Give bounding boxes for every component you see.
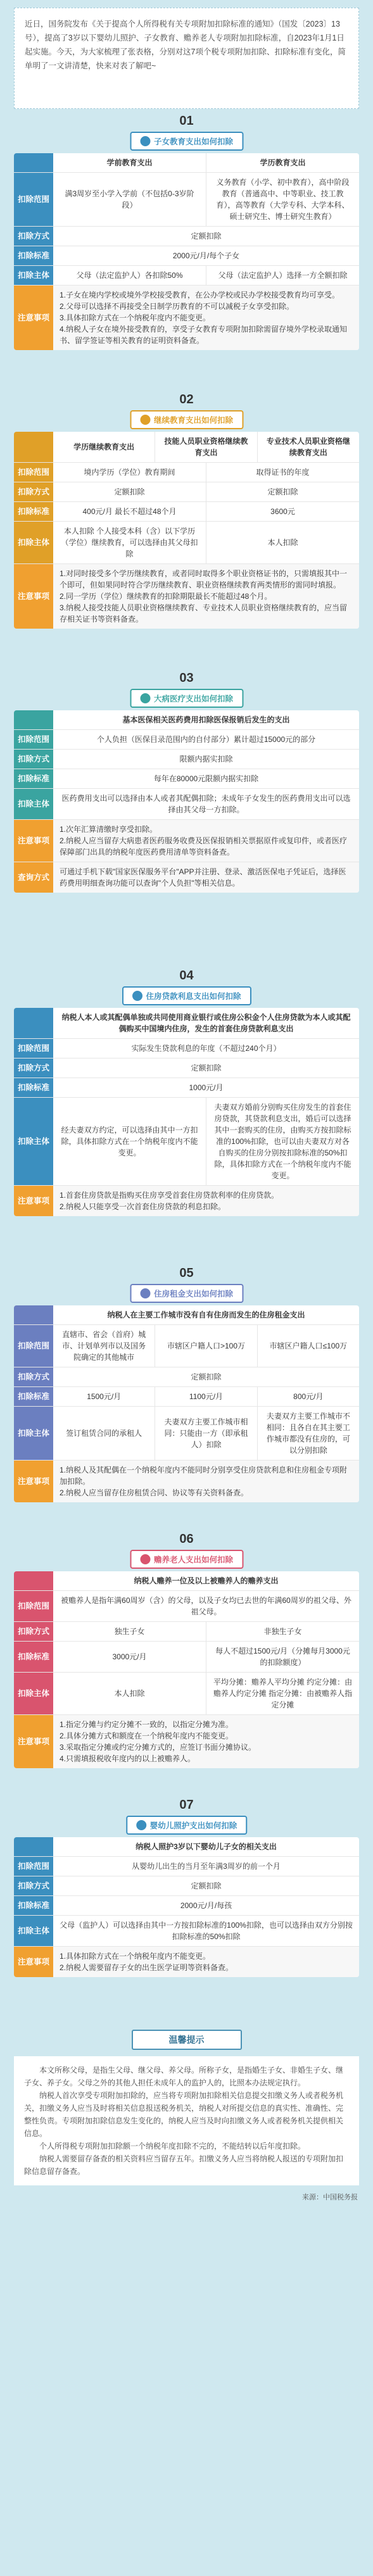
table-row: [14, 1673, 359, 1715]
row-label: 扣除方式: [14, 1059, 53, 1078]
row-label: [14, 1305, 53, 1324]
row-label: 扣除主体: [14, 1407, 53, 1460]
table-cell: 市辖区户籍人口>100万: [155, 1325, 256, 1367]
intro-text: 近日，国务院发布《关于提高个人所得税有关专项附加扣除标准的通知》（国发〔2023〕13号），提高了3岁以下婴幼儿照护、子女教育、赡养老人专项附加扣除标准，自2023年1月1日起实施。今天，为大家梳理了张表格，分别对这7项个税专项附加扣除、扣除标准有变化，简单明了一文讲清楚，快来对表了解吧~: [14, 8, 359, 109]
table-cell: 1100元/月: [155, 1387, 256, 1406]
table-header-row: [14, 1571, 359, 1591]
table-row: [14, 246, 359, 266]
table-cell: 2000元/月/每孩: [180, 1901, 232, 1910]
row-label: 扣除方式: [14, 1622, 53, 1641]
notes-row: [14, 1947, 359, 1977]
deduction-table: [14, 1571, 359, 1768]
table-cell: 本人扣除 个人接受本科（含）以下学历（学位）继续教育，可以选择由其父母扣除: [61, 527, 198, 558]
section-07: [14, 1793, 359, 2021]
notes-content: [53, 564, 359, 629]
section-icon: [132, 991, 142, 1001]
table-row: [14, 1078, 359, 1098]
tip-paragraph: 本文所称父母，是指生父母、继父母、养父母。所称子女，是指婚生子女、非婚生子女、继子女、养子女。父母之外的其他人担任未成年人的监护人的，比照本办法规定执行。: [24, 2066, 344, 2087]
query-content: 可通过手机下载"国家医保服务平台"APP并注册、登录、激活医保电子凭证后，选择医药费用明细查询功能可以查询"个人负担"等相关信息。: [60, 867, 346, 888]
row-label: [14, 432, 53, 462]
table-cell: 经夫妻双方约定，可以选择由其中一方扣除，具体扣除方式在一个纳税年度内不能变更。: [61, 1126, 198, 1157]
row-label: 扣除标准: [14, 1642, 53, 1672]
table-cell: 1500元/月: [87, 1392, 122, 1401]
table-row: [14, 173, 359, 227]
section-title-text: 住房租金支出如何扣除: [153, 1290, 234, 1298]
notes-content: [53, 1186, 359, 1216]
section-number: 06: [179, 1532, 194, 1546]
row-label: [14, 710, 53, 729]
table-cell: 夫妻双方主要工作城市相同：只能由一方（即承租人）扣除: [155, 1407, 256, 1460]
deduction-table: [14, 1837, 359, 1977]
table-row: [14, 1896, 359, 1916]
notes-content: [53, 820, 359, 862]
header-cell: 学前教育支出: [106, 158, 153, 167]
section-title-text: 住房贷款利息支出如何扣除: [146, 992, 241, 1001]
row-label: 扣除范围: [14, 1591, 53, 1621]
deduction-table: [14, 153, 359, 350]
section-header: [14, 1793, 359, 1837]
header-cell: 技能人员职业资格继续教育支出: [155, 432, 256, 462]
section-header: [14, 964, 359, 1008]
section-title: [130, 410, 243, 429]
notes-row: [14, 1461, 359, 1502]
row-label: 扣除方式: [14, 482, 53, 501]
table-row: [14, 502, 359, 522]
table-cell: 本人扣除: [114, 1689, 145, 1698]
section-number: 01: [179, 114, 194, 128]
row-label: 扣除方式: [14, 227, 53, 246]
section-title-text: 子女教育支出如何扣除: [153, 137, 234, 146]
table-row: [14, 750, 359, 769]
notes-label: 注意事项: [14, 286, 53, 350]
section-icon: [140, 1554, 150, 1564]
notes-label: 注意事项: [14, 820, 53, 862]
note-item: 4.纳税人子女在境外接受教育的，享受子女教育专项附加扣除需留存境外学校录取通知书、留学签证等相关教育的证明资料备查。: [60, 325, 348, 345]
note-item: 1.指定分摊与约定分摊不一致的，以指定分摊为准。: [60, 1720, 234, 1729]
section-icon: [140, 693, 150, 703]
table-cell: 限额内据实扣除: [179, 755, 233, 763]
section-title-text: 赡养老人支出如何扣除: [153, 1555, 234, 1564]
row-label: 扣除主体: [14, 1673, 53, 1714]
notes-row: [14, 286, 359, 350]
notes-label: 注意事项: [14, 1715, 53, 1768]
section-icon: [140, 136, 150, 146]
section-title: [130, 1284, 243, 1303]
table-cell: 签订租赁合同的承租人: [66, 1429, 142, 1438]
table-cell: 父母（法定监护人）各扣除50%: [76, 271, 183, 280]
note-item: 4.只需填报税收年度内的以上被赡养人。: [60, 1754, 196, 1763]
section-title: [122, 986, 251, 1005]
row-label: 扣除范围: [14, 1039, 53, 1058]
table-row: [14, 1876, 359, 1896]
row-label: 扣除标准: [14, 502, 53, 521]
table-row: [14, 1059, 359, 1078]
table-row: [14, 1098, 359, 1186]
row-label: 扣除主体: [14, 789, 53, 819]
table-cell: 本人扣除: [206, 522, 359, 563]
notes-content: [53, 1461, 359, 1502]
section-number: 04: [179, 969, 194, 983]
row-label: 扣除标准: [14, 246, 53, 265]
table-cell: 被赡养人是指年满60周岁（含）的父母，以及子女均已去世的年满60周岁的祖父母、外祖父母。: [61, 1596, 351, 1616]
section-header: [14, 109, 359, 153]
section-number: 05: [179, 1266, 194, 1280]
table-header-row: [14, 1008, 359, 1039]
table-row: [14, 1387, 359, 1407]
section-title: [130, 1550, 243, 1569]
row-label: 扣除方式: [14, 1876, 53, 1895]
section-header: [14, 666, 359, 710]
header-cell: 纳税人本人或其配偶单独或共同使用商业银行或住房公积金个人住房贷款为本人或其配偶购买中国境内住房，发生的首套住房贷款利息支出: [61, 1013, 351, 1033]
table-cell: 定额扣除: [191, 1882, 222, 1890]
section-number: 02: [179, 393, 194, 406]
header-cell: 纳税人照护3岁以下婴幼儿子女的相关支出: [136, 1842, 277, 1851]
note-item: 2.父母可以选择不再接受全日制学历教育的不可以减税子女享受扣除。: [60, 302, 294, 311]
table-cell: 3600元: [206, 502, 359, 521]
row-label: 扣除标准: [14, 1387, 53, 1406]
section-header: [14, 1527, 359, 1571]
section-icon: [140, 1288, 150, 1298]
header-cell: 纳税人赡养一位及以上被赡养人的赡养支出: [134, 1576, 279, 1585]
table-row: [14, 1325, 359, 1367]
table-header-row: [14, 1305, 359, 1325]
tip-paragraph: 纳税人首次享受专项附加扣除的，应当将专项附加扣除相关信息提交扣缴义务人或者税务机关，扣缴义务人应当及时将相关信息报送税务机关，纳税人对所提交信息的真实性、准确性、完整性负责。专项附加扣除信息发生变化的，纳税人应当及时向扣缴义务人或者税务机关提供相关信息。: [24, 2091, 344, 2138]
table-row: [14, 1591, 359, 1622]
table-row: [14, 482, 359, 502]
row-label: 扣除主体: [14, 1098, 53, 1185]
table-cell: 满3周岁至小学入学前（不包括0-3岁阶段）: [65, 189, 194, 210]
tips-title: 温馨提示: [168, 2035, 205, 2045]
note-item: 2.同一学历（学位）继续教育的扣除期限最长不能超过48个月。: [60, 592, 272, 601]
table-header-row: [14, 1837, 359, 1857]
row-label: 扣除范围: [14, 1857, 53, 1876]
row-label: [14, 1008, 53, 1038]
table-cell: 定额扣除: [206, 482, 359, 501]
tips-box: [14, 2056, 359, 2185]
deduction-table: [14, 1008, 359, 1216]
table-cell: 境内学历（学位）教育期间: [84, 468, 175, 477]
table-cell: 义务教育（小学、初中教育），高中阶段教育（普通高中、中等职业、技工教育），高等教育（大学专科、大学本科、硕士研究生、博士研究生教育）: [206, 173, 359, 226]
row-label: 扣除标准: [14, 1078, 53, 1097]
note-item: 2.具体分摊方式和额度在一个纳税年度内不能变更。: [60, 1731, 234, 1740]
notes-content: [53, 1715, 359, 1768]
note-item: 2.纳税人应当留存住房租赁合同、协议等有关资料备查。: [60, 1488, 249, 1497]
table-row: [14, 463, 359, 482]
notes-content: [53, 1947, 359, 1977]
row-label: [14, 1571, 53, 1590]
row-label: 扣除方式: [14, 750, 53, 769]
tip-paragraph: 个人所得税专项附加扣除额一个纳税年度扣除不完的，不能结转以后年度扣除。: [39, 2142, 306, 2151]
note-item: 3.纳税人接受技能人员职业资格继续教育、专业技术人员职业资格继续教育的，应当留存相关证书等资料备查。: [60, 603, 348, 624]
table-cell: 每人不超过1500元/月（分摊每月3000元的扣除额度）: [206, 1642, 359, 1672]
table-cell: 夫妻双方婚前分别购买住房发生的首套住房贷款，其贷款利息支出，婚后可以选择其中一套购买的住房，由购买方按扣除标准的100%扣除，也可以由夫妻双方对各自购买的住房分别按扣除标准的50%扣除，具体扣除方式在一个纳税年度内不能变更。: [206, 1098, 359, 1185]
row-label: 扣除范围: [14, 463, 53, 482]
section-03: [14, 666, 359, 964]
table-row: [14, 1857, 359, 1876]
note-item: 1.具体扣除方式在一个纳税年度内不能变更。: [60, 1952, 211, 1961]
table-cell: 父母（监护人）可以选择由其中一方按扣除标准的100%扣除，也可以选择由双方分别按扣除标准的50%扣除: [60, 1921, 353, 1941]
note-item: 1.纳税人及其配偶在一个纳税年度内不能同时分别享受住房贷款利息和住房租金专项附加扣除。: [60, 1466, 348, 1486]
sections-container: [0, 109, 373, 2021]
row-label: 扣除方式: [14, 1367, 53, 1386]
note-item: 1.次年汇算清缴时享受扣除。: [60, 825, 158, 834]
section-icon: [136, 1820, 146, 1830]
table-cell: 个人负担（医保目录范围内的自付部分）累计超过15000元的部分: [96, 735, 316, 744]
table-cell: 父母（法定监护人）选择一方全额扣除: [206, 266, 359, 285]
deduction-table: [14, 1305, 359, 1502]
table-cell: 3000元/月: [112, 1652, 147, 1661]
section-06: [14, 1527, 359, 1793]
table-header-row: [14, 153, 359, 173]
table-cell: 独生子女: [114, 1627, 145, 1636]
table-cell: 市辖区户籍人口≤100万: [257, 1325, 359, 1367]
table-cell: 直辖市、省会（首府）城市、计划单列市以及国务院确定的其他城市: [62, 1330, 146, 1362]
note-item: 1.子女在境内学校或境外学校接受教育，在公办学校或民办学校接受教育均可享受。: [60, 291, 340, 299]
table-cell: 定额扣除: [191, 1373, 222, 1381]
deduction-table: [14, 710, 359, 893]
table-cell: 2000元/月/每个子女: [172, 251, 240, 260]
section-header: [14, 387, 359, 432]
row-label: [14, 153, 53, 172]
note-item: 2.纳税人应当留存大病患者医药服务收费及医保报销相关票据原件或复印件，或者医疗保障部门出具的纳税年度医药费用清单等资料备查。: [60, 836, 348, 857]
section-title: [130, 689, 243, 708]
row-label: 扣除主体: [14, 266, 53, 285]
section-number: 07: [179, 1798, 194, 1812]
section-header: [14, 1261, 359, 1305]
table-row: [14, 227, 359, 246]
table-row: [14, 1039, 359, 1059]
table-cell: 从婴幼儿出生的当月至年满3周岁的前一个月: [132, 1862, 281, 1871]
table-cell: 平均分摊：赡养人平均分摊 约定分摊：由赡养人约定分摊 指定分摊：由被赡养人指定分摊: [206, 1673, 359, 1714]
table-row: [14, 730, 359, 750]
section-title-text: 婴幼儿照护支出如何扣除: [149, 1821, 237, 1830]
section-title-text: 大病医疗支出如何扣除: [153, 694, 234, 703]
notes-label: 注意事项: [14, 1461, 53, 1502]
section-title-text: 继续教育支出如何扣除: [153, 416, 234, 425]
query-label: 查询方式: [14, 862, 53, 893]
section-04: [14, 964, 359, 1261]
table-cell: 1000元/月: [189, 1083, 224, 1092]
header-cell: 基本医保相关医药费用扣除医保报销后发生的支出: [122, 715, 290, 724]
source-text: 来源：中国税务报: [302, 2194, 358, 2201]
header-cell: 纳税人在主要工作城市没有自有住房而发生的住房租金支出: [107, 1310, 305, 1319]
notes-row: [14, 820, 359, 862]
note-item: 3.采取指定分摊或约定分摊方式的，应签订书面分摊协议。: [60, 1743, 256, 1752]
section-01: [14, 109, 359, 387]
table-row: [14, 1367, 359, 1387]
note-item: 2.纳税人需要留存子女的出生医学证明等资料备查。: [60, 1963, 234, 1972]
section-icon: [140, 415, 150, 425]
row-label: 扣除标准: [14, 1896, 53, 1915]
table-row: [14, 1622, 359, 1642]
row-label: 扣除主体: [14, 522, 53, 563]
table-cell: 定额扣除: [191, 232, 222, 241]
table-cell: 实际发生贷款利息的年度（不超过240个月）: [131, 1044, 281, 1053]
tips-banner: [132, 2030, 242, 2050]
row-label: 扣除范围: [14, 173, 53, 226]
notes-label: 注意事项: [14, 1186, 53, 1216]
tip-paragraph: 纳税人需要留存备查的相关资料应当留存五年。扣缴义务人应当将纳税人报送的专项附加扣除信息留存备查。: [24, 2154, 344, 2176]
row-label: [14, 1837, 53, 1856]
note-item: 1.对同时接受多个学历继续教育，或者同时取得多个职业资格证书的，只需填报其中一个即可，但如果同时符合学历继续教育、职业资格继续教育两类情形的需同时填报。: [60, 569, 348, 589]
row-label: 扣除标准: [14, 769, 53, 788]
table-row: [14, 789, 359, 820]
note-item: 1.首套住房贷款是指购买住房享受首套住房贷款利率的住房贷款。: [60, 1191, 279, 1200]
table-cell: 400元/月 最长不超过48个月: [82, 507, 177, 516]
notes-row: [14, 1715, 359, 1768]
table-cell: 每年在80000元限额内据实扣除: [153, 774, 259, 783]
table-header-row: [14, 710, 359, 730]
notes-label: 注意事项: [14, 564, 53, 629]
table-row: [14, 522, 359, 564]
deduction-table: [14, 432, 359, 629]
table-header-row: [14, 432, 359, 463]
table-cell: 医药费用支出可以选择由本人或者其配偶扣除；未成年子女发生的医药费用支出可以选择由其父母一方扣除。: [61, 794, 351, 814]
notes-row: [14, 564, 359, 629]
table-row: [14, 1916, 359, 1947]
notes-content: [53, 286, 359, 350]
note-item: 3.具体扣除方式在一个纳税年度内不能变更。: [60, 313, 211, 322]
note-item: 2.纳税人只能享受一次首套住房贷款的利息扣除。: [60, 1202, 226, 1211]
section-02: [14, 387, 359, 666]
section-title: [130, 132, 243, 151]
table-row: [14, 769, 359, 789]
header-cell: 专业技术人员职业资格继续教育支出: [257, 432, 359, 462]
header-cell: 学历继续教育支出: [73, 443, 135, 451]
table-cell: 非独生子女: [206, 1622, 359, 1641]
table-cell: 取得证书的年度: [206, 463, 359, 482]
row-label: 扣除范围: [14, 730, 53, 749]
header-cell: 学历教育支出: [206, 153, 359, 172]
table-cell: 夫妻双方主要工作城市不相同：且各自在其主要工作城市都没有住房的，可以分别扣除: [257, 1407, 359, 1460]
table-row: [14, 266, 359, 286]
notes-label: 注意事项: [14, 1947, 53, 1977]
section-05: [14, 1261, 359, 1527]
section-title: [126, 1816, 248, 1835]
section-number: 03: [179, 671, 194, 685]
row-label: 扣除范围: [14, 1325, 53, 1367]
row-label: 扣除主体: [14, 1916, 53, 1946]
table-row: [14, 1642, 359, 1673]
notes-row: [14, 1186, 359, 1216]
query-row: [14, 862, 359, 893]
table-cell: 定额扣除: [114, 487, 145, 496]
table-row: [14, 1407, 359, 1461]
table-cell: 定额扣除: [191, 1064, 222, 1072]
table-cell: 800元/月: [257, 1387, 359, 1406]
